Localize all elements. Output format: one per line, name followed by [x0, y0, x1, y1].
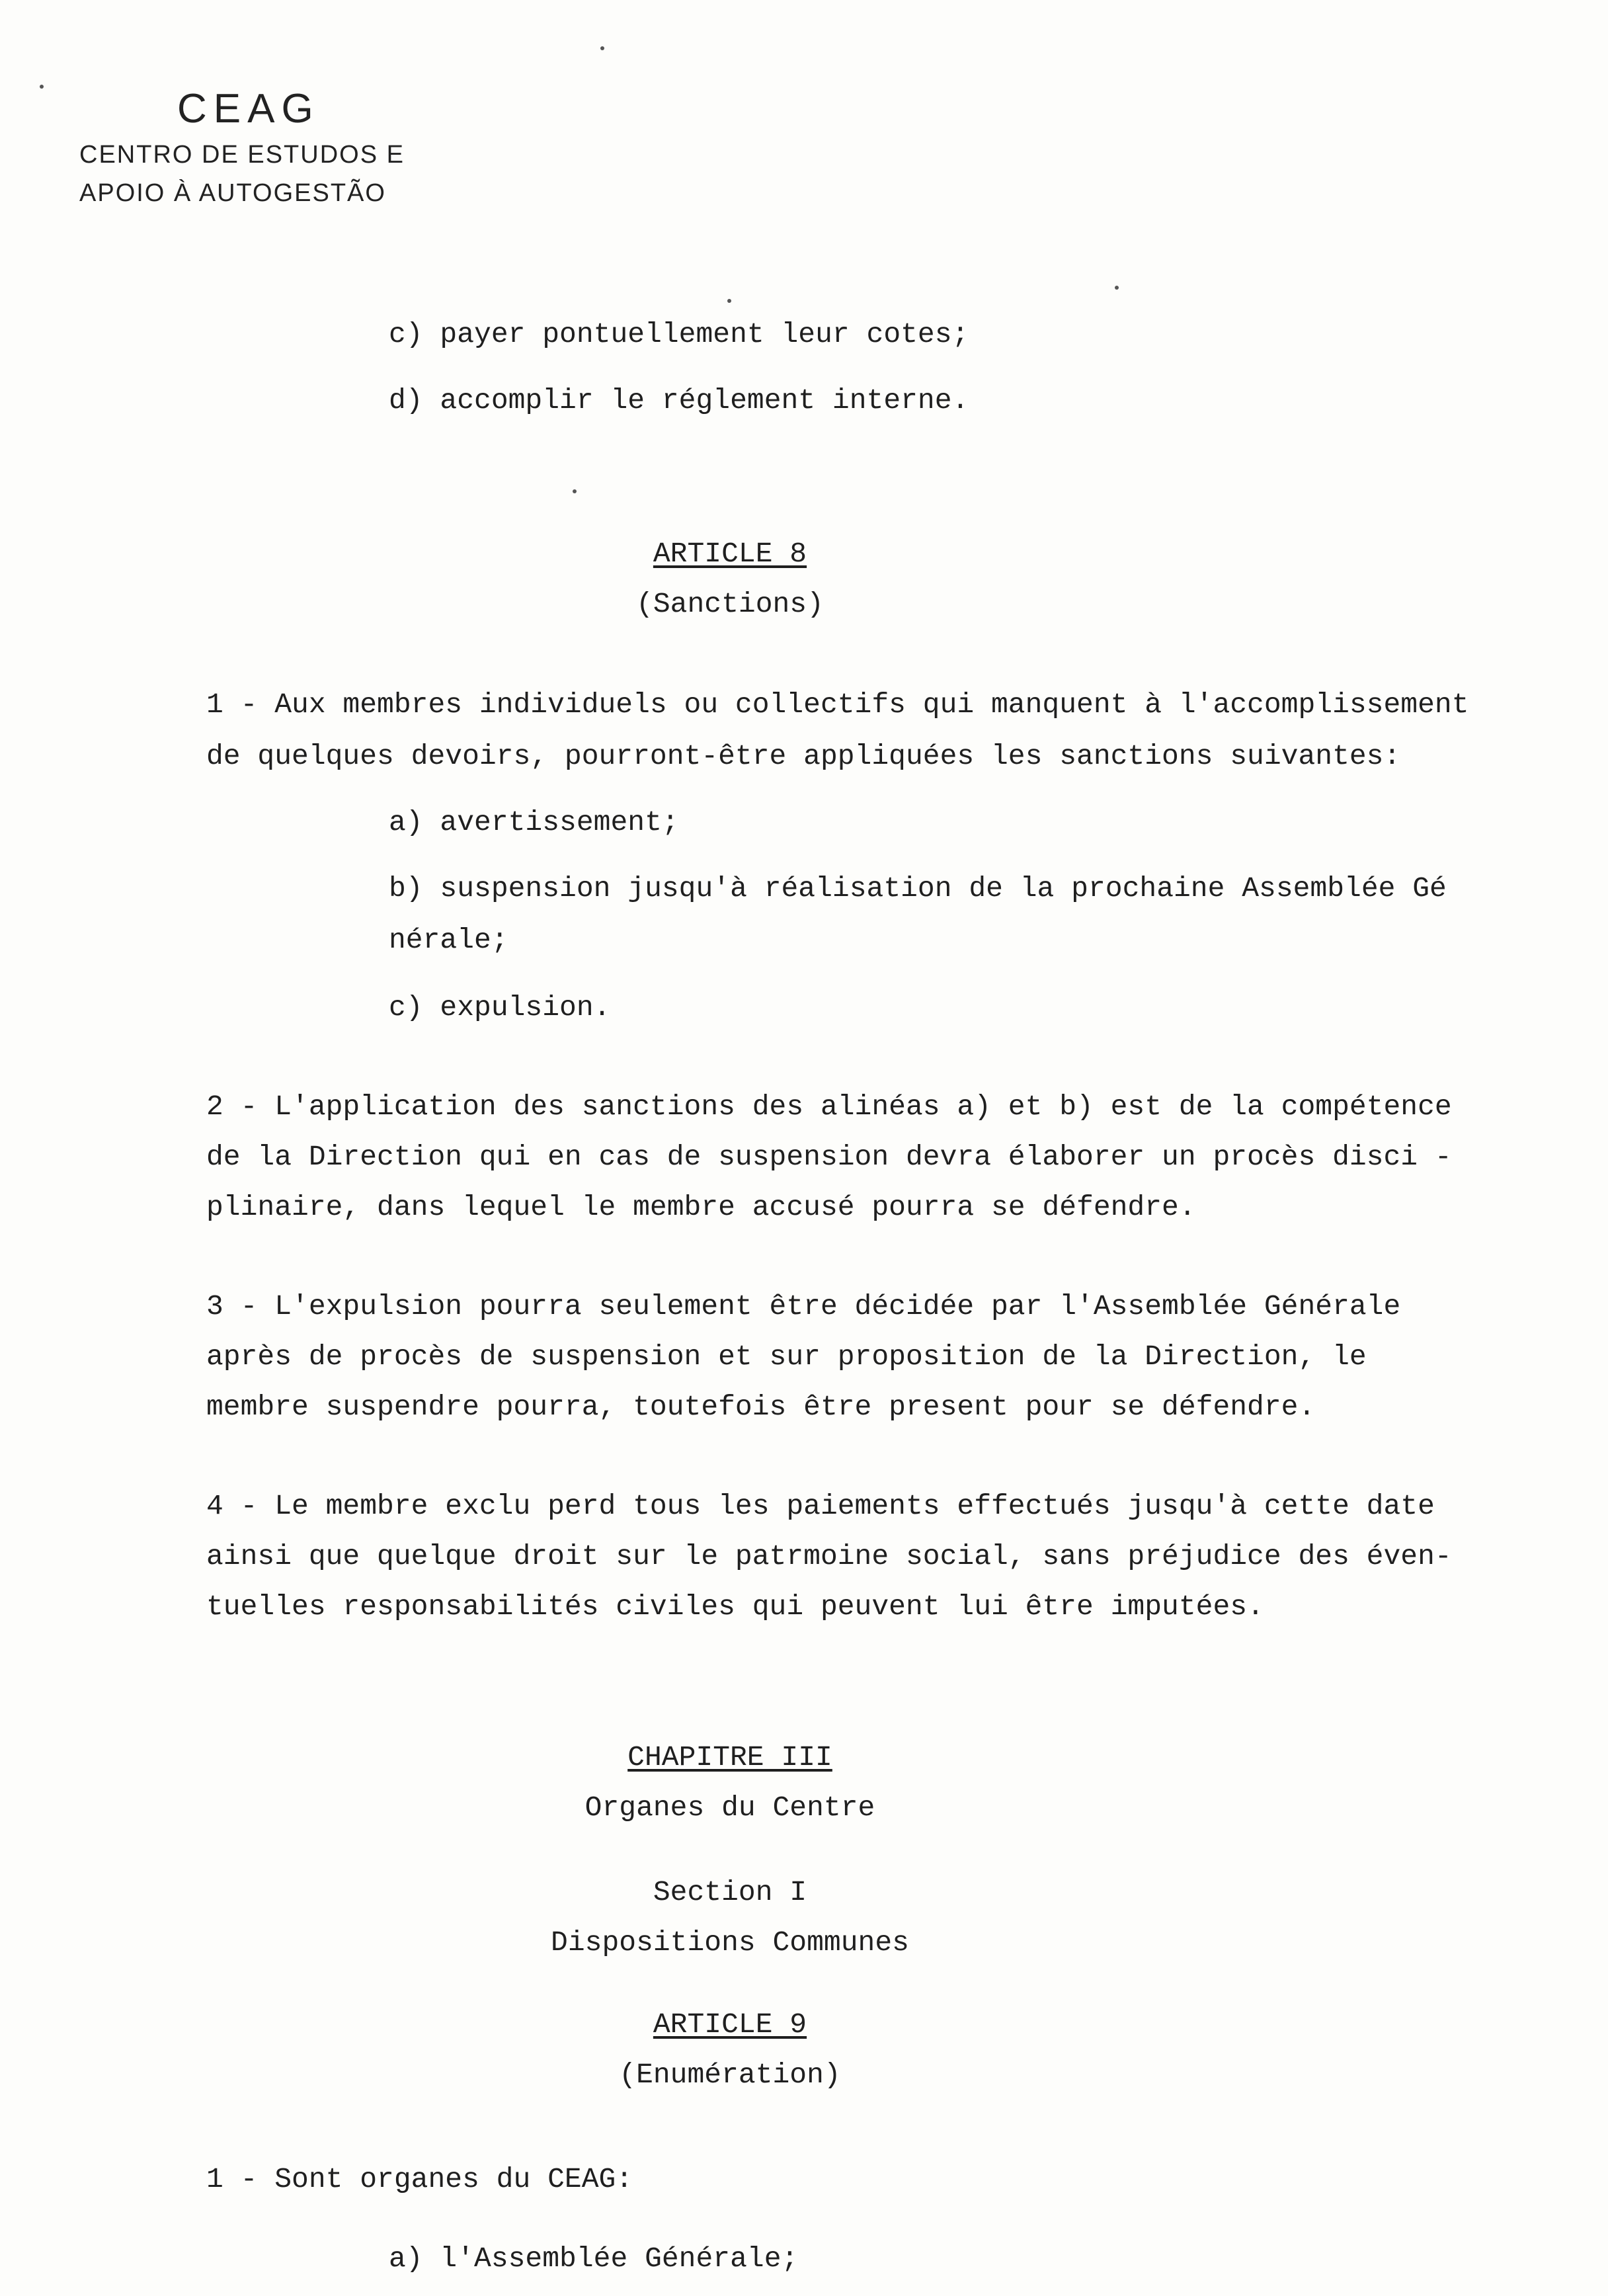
list-item: nérale; — [389, 924, 508, 956]
section-title: Dispositions Communes — [551, 1926, 909, 1959]
paragraph-line: 2 - L'application des sanctions des alinéas a) et b) est de la compétence — [206, 1090, 1452, 1123]
section-heading: Section I — [653, 1876, 807, 1908]
list-item: b) suspension jusqu'à réalisation de la prochaine Assemblée Gé — [389, 872, 1447, 905]
chapter-3-title: Organes du Centre — [584, 1791, 875, 1824]
list-item: c) expulsion. — [389, 991, 611, 1024]
scan-speck — [573, 489, 577, 493]
letterhead-line-1: CENTRO DE ESTUDOS E — [79, 141, 405, 169]
scan-speck — [727, 299, 731, 303]
letterhead — [79, 83, 405, 212]
paragraph-line: de quelques devoirs, pourront-être appliquées les sanctions suivantes: — [206, 740, 1401, 772]
list-item: a) l'Assemblée Générale; — [389, 2242, 799, 2275]
article-8-heading: ARTICLE 8 — [653, 538, 807, 570]
list-item: a) avertissement; — [389, 806, 679, 839]
article-8-subtitle: (Sanctions) — [636, 588, 824, 620]
letterhead-org: CEAG — [177, 86, 320, 132]
scan-speck — [40, 85, 44, 89]
paragraph-line: 3 - L'expulsion pourra seulement être décidée par l'Assemblée Générale — [206, 1290, 1401, 1323]
chapter-3-heading: CHAPITRE III — [627, 1741, 832, 1774]
article-9-subtitle: (Enumération) — [619, 2059, 841, 2091]
letterhead-line-2: APOIO À AUTOGESTÃO — [79, 179, 386, 207]
paragraph-line: tuelles responsabilités civiles qui peuvent lui être imputées. — [206, 1590, 1264, 1623]
paragraph-line: 1 - Sont organes du CEAG: — [206, 2163, 633, 2195]
paragraph-line: de la Direction qui en cas de suspension devra élaborer un procès disci - — [206, 1141, 1452, 1173]
list-item: c) payer pontuellement leur cotes; — [389, 318, 969, 350]
paragraph-line: 1 - Aux membres individuels ou collectifs qui manquent à l'accomplissement — [206, 688, 1469, 721]
paragraph-line: après de procès de suspension et sur proposition de la Direction, le — [206, 1340, 1367, 1373]
paragraph-line: membre suspendre pourra, toutefois être present pour se défendre. — [206, 1391, 1316, 1423]
paragraph-line: 4 - Le membre exclu perd tous les paiements effectués jusqu'à cette date — [206, 1490, 1435, 1522]
article-9-heading: ARTICLE 9 — [653, 2008, 807, 2041]
list-item: d) accomplir le réglement interne. — [389, 384, 969, 417]
scan-speck — [600, 46, 604, 50]
scan-speck — [1115, 286, 1119, 290]
paragraph-line: ainsi que quelque droit sur le patrmoine social, sans préjudice des éven- — [206, 1540, 1452, 1573]
paragraph-line: plinaire, dans lequel le membre accusé pourra se défendre. — [206, 1191, 1196, 1223]
